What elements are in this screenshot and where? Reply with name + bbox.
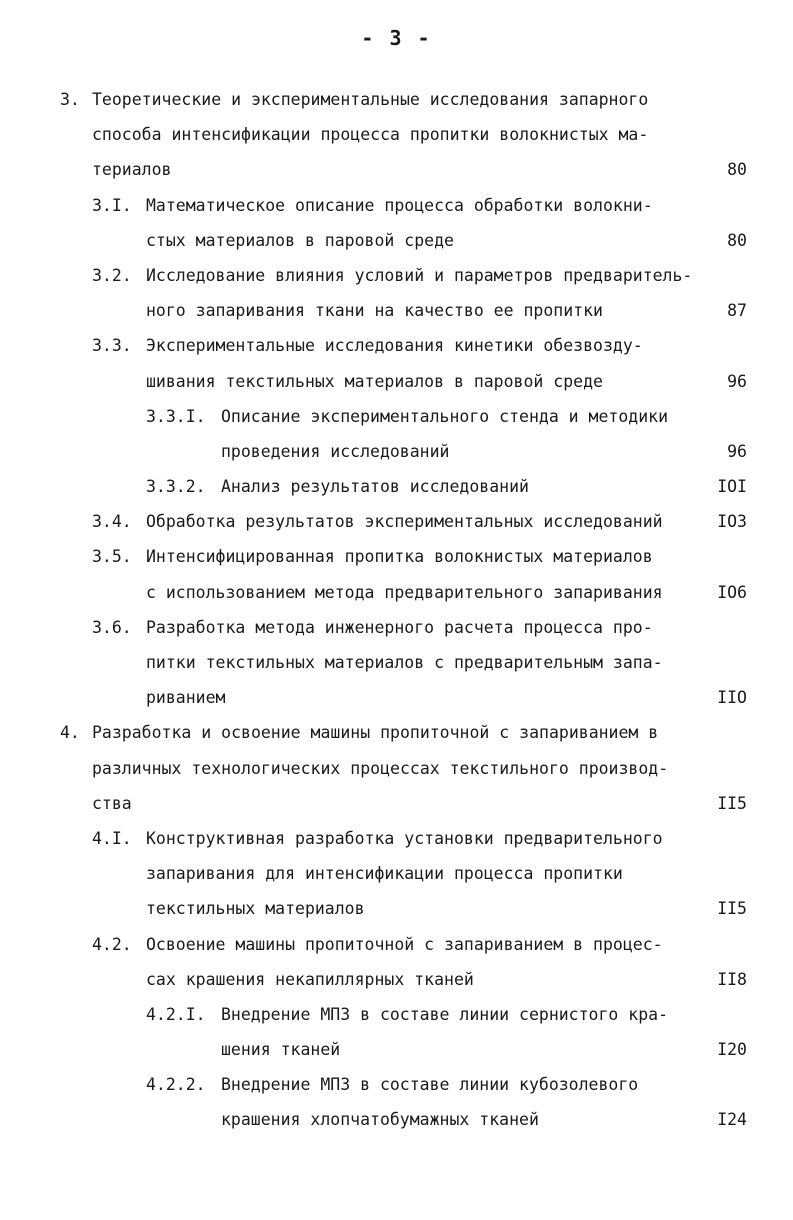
toc-entry-number: 3.I.	[92, 195, 132, 215]
toc-entry-page: II8	[717, 969, 747, 989]
toc-entry-text: Внедрение МПЗ в составе линии кубозолевого	[221, 1075, 639, 1095]
toc-entry-text: риванием	[146, 688, 226, 708]
toc-entry-page: IOI	[717, 477, 747, 497]
toc-entry-text: Анализ результатов исследований	[221, 477, 529, 497]
toc-entry-text: шения тканей	[221, 1040, 341, 1060]
toc-entry	[0, 927, 793, 997]
toc-entry-text: с использованием метода предварительного запаривания	[146, 582, 663, 602]
toc-entry-text: Освоение машины пропиточной с запариванием в процес-	[146, 934, 663, 954]
toc-entry	[0, 258, 793, 328]
toc-entry-number: 3.4.	[92, 512, 132, 532]
toc-entry	[0, 504, 793, 539]
toc-entry-number: 4.2.	[92, 934, 132, 954]
toc-entry-number: 3.3.I.	[146, 406, 206, 426]
toc-entry-page: 87	[727, 301, 747, 321]
toc-entry-page: IO6	[717, 582, 747, 602]
toc-entry-number: 3.	[60, 90, 80, 109]
toc-entry	[0, 997, 793, 1067]
toc-entry-page: IO3	[717, 512, 747, 532]
toc-entry-page: 96	[727, 441, 747, 461]
table-of-contents	[0, 82, 793, 1138]
toc-entry	[0, 82, 793, 188]
toc-entry	[0, 399, 793, 469]
toc-entry-text: Внедрение МПЗ в составе линии сернистого кра-	[221, 1004, 669, 1024]
toc-entry-text: териалов	[92, 160, 172, 180]
toc-entry	[0, 469, 793, 504]
toc-entry-page: II5	[717, 793, 747, 813]
toc-entry-page: IIO	[717, 688, 747, 708]
toc-entry-text: ства	[92, 793, 132, 813]
toc-entry	[0, 610, 793, 716]
toc-entry-number: 3.3.2.	[146, 477, 206, 497]
toc-entry-text: проведения исследований	[221, 441, 450, 461]
toc-entry-text: Экспериментальные исследования кинетики обезвозду-	[146, 336, 643, 356]
toc-entry-text: Теоретические и экспериментальные исследования запарного	[92, 90, 649, 109]
page-number: - 3 -	[361, 26, 432, 50]
toc-entry-page: 80	[727, 230, 747, 250]
toc-entry-text: сах крашения некапиллярных тканей	[146, 969, 474, 989]
toc-entry-text: крашения хлопчатобумажных тканей	[221, 1110, 539, 1130]
toc-entry-number: 3.2.	[92, 265, 132, 285]
toc-entry-text: Исследование влияния условий и параметров предваритель-	[146, 265, 693, 285]
toc-entry-number: 4.	[60, 723, 80, 743]
toc-entry-number: 3.5.	[92, 547, 132, 567]
toc-entry-text: Разработка и освоение машины пропиточной с запариванием в	[92, 723, 659, 743]
toc-entry-text: ного запаривания ткани на качество ее пропитки	[146, 301, 603, 321]
toc-entry-number: 4.2.I.	[146, 1004, 206, 1024]
toc-entry-number: 4.I.	[92, 828, 132, 848]
toc-entry-text: Разработка метода инженерного расчета процесса про-	[146, 617, 653, 637]
toc-entry	[0, 1067, 793, 1137]
toc-entry-number: 3.3.	[92, 336, 132, 356]
toc-entry-number: 3.6.	[92, 617, 132, 637]
toc-entry-page: 80	[727, 160, 747, 180]
toc-entry-page: I20	[717, 1040, 747, 1060]
toc-entry-text: запаривания для интенсификации процесса пропитки	[146, 864, 623, 884]
toc-entry-text: питки текстильных материалов с предварительным запа-	[146, 653, 663, 672]
toc-entry	[0, 328, 793, 398]
toc-entry-text: Описание экспериментального стенда и методики	[221, 406, 669, 426]
toc-entry-text: Обработка результатов экспериментальных исследований	[146, 512, 663, 532]
toc-entry	[0, 821, 793, 927]
toc-entry-text: стых материалов в паровой среде	[146, 230, 454, 250]
toc-entry-text: шивания текстильных материалов в паровой среде	[146, 371, 603, 391]
toc-entry-text: Интенсифицированная пропитка волокнистых материалов	[146, 547, 653, 567]
toc-entry	[0, 715, 793, 821]
toc-entry	[0, 539, 793, 609]
toc-entry-page: II5	[717, 899, 747, 919]
toc-entry-text: текстильных материалов	[146, 899, 365, 919]
toc-entry-text: различных технологических процессах текстильного производ-	[92, 758, 669, 778]
toc-entry-page: 96	[727, 371, 747, 391]
toc-entry-page: I24	[717, 1110, 747, 1130]
toc-entry-text: способа интенсификации процесса пропитки волокнистых ма-	[92, 125, 649, 145]
toc-entry-number: 4.2.2.	[146, 1075, 206, 1095]
toc-entry	[0, 188, 793, 258]
toc-entry-text: Математическое описание процесса обработки волокни-	[146, 195, 653, 215]
toc-entry-text: Конструктивная разработка установки предварительного	[146, 828, 663, 848]
